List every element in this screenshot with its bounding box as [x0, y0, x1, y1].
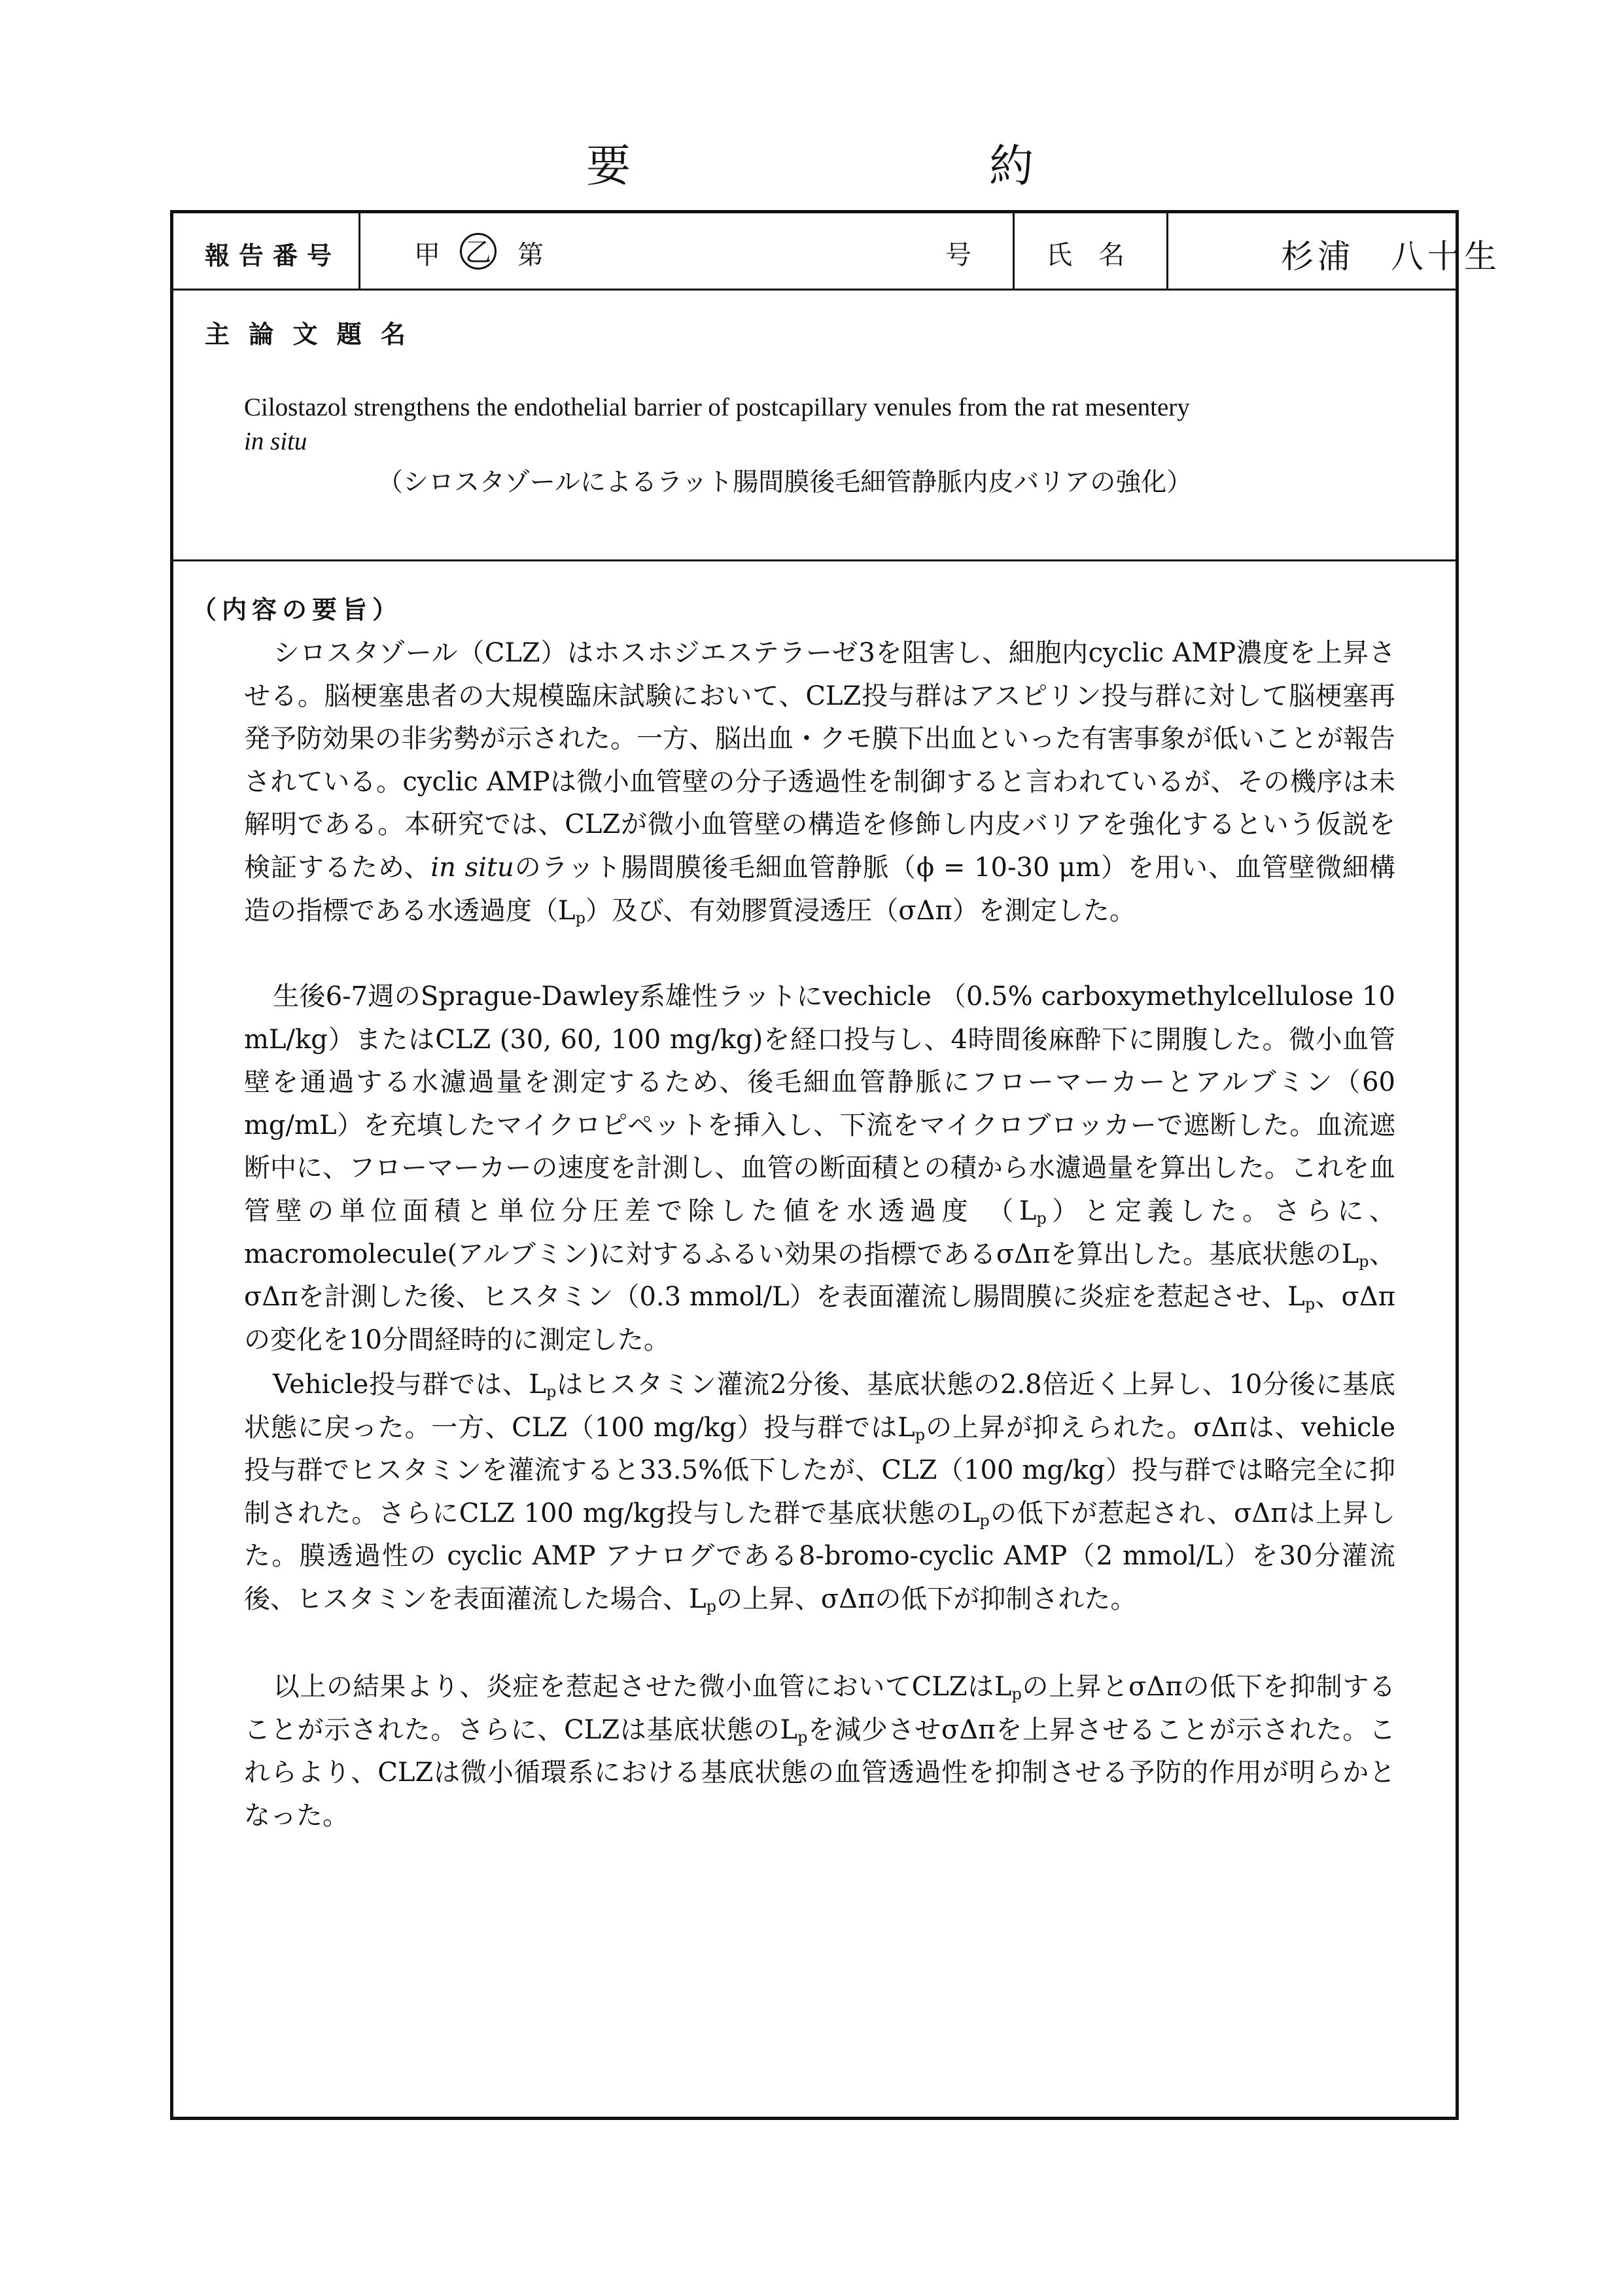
report-dai: 第 [517, 240, 544, 270]
english-title-line2: in situ [244, 427, 307, 455]
name-label: 氏 名 [1046, 240, 1125, 270]
author-name: 杉浦 八十生 [1281, 238, 1501, 275]
report-kou: 甲 [414, 240, 440, 270]
title-section [173, 291, 1456, 561]
report-number-cell [360, 213, 1015, 289]
document-heading [0, 134, 1623, 200]
summary-paragraph-1: シロスタゾール（CLZ）はホスホジエステラーゼ3を阻害し、細胞内cyclic AMP濃度を上昇させる。脳梗塞患者の大規模臨床試験において、CLZ投与群はアスピリン投与群に対して脳梗塞再発予防効果の非劣勢が示された。一方、脳出血・クモ膜下出血といった有害事象が低いことが報告されている。cyclic AMPは微小血管壁の分子透過性を制御すると言われているが、その機序は未解明である。本研究では、CLZが微小血管壁の構造を修飾し内皮バリアを強化するという仮説を検証するため、in situのラット腸間膜後毛細血管静脈（ϕ = 10-30 μm）を用い、血管壁微細構造の指標である水透過度$(L_p)$及び、有効膠質浸透圧（σΔπ）を測定した。 [244, 638, 1395, 927]
summary-label: （内容の要旨） [192, 595, 403, 624]
report-number-label: 報告番号 [205, 241, 341, 270]
header-row [173, 213, 1501, 291]
report-number-label-cell [173, 213, 360, 289]
english-title-line1: Cilostazol strengthens the endothelial barrier of postcapillary venules from the rat mesentery [244, 393, 1190, 421]
summary-paragraph-2: 生後6-7週のSprague-Dawley系雄性ラットにvechicle （0.5% carboxymethylcellulose 10 mL/kg）またはCLZ (30, 60, 100 mg/kg)を経口投与し、4時間後麻酔下に開腹した。微小血管壁を通過する水濾過量を測定するため、後毛細血管静脈にフローマーカーとアルブミン（60 mg/mL）を充填したマイクロピペットを挿入し、下流をマイクロブロッカーで遮断した。血流遮断中に、フローマーカーの速度を計測し、血管の断面積との積から水濾過量を算出した。これを血管壁の単位面積と単位分圧差で除した値を水透過度 $(L_p)$と定義した。さらに、macromolecule(アルブミン)に対するふるい効果の指標であるσΔπを算出した。基底状態の$L_p$、σΔπを計測した後、ヒスタミン（0.3 mmol/L）を表面灌流し腸間膜に炎症を惹起させ、$L_p$、σΔπの変化を10分間経時的に測定した。 [244, 981, 1396, 1355]
heading-char-2: 約 [989, 141, 1034, 192]
name-value-cell [1168, 213, 1501, 289]
name-label-cell [1015, 213, 1168, 289]
japanese-title: （シロスタゾールによるラット腸間膜後毛細管静脈内皮バリアの強化） [377, 468, 1193, 497]
form-frame [170, 210, 1501, 2120]
report-go: 号 [945, 240, 971, 270]
title-section-label: 主 論 文 題 名 [205, 320, 411, 349]
summary-paragraph-3: Vehicle投与群では、$L_p$はヒスタミン灌流2分後、基底状態の2.8倍近く上昇し、10分後に基底状態に戻った。一方、CLZ（100 mg/kg）投与群では$L_p$の上昇が抑えられた。σΔπは、vehicle投与群でヒスタミンを灌流すると33.5%低下したが、CLZ（100 mg/kg）投与群では略完全に抑制された。さらにCLZ 100 mg/kg投与した群で基底状態の$L_p$の低下が惹起され、σΔπは上昇した。膜透過性の cyclic AMP アナログである8-bromo-cyclic AMP（2 mmol/L）を30分灌流後、ヒスタミンを表面灌流した場合、$L_p$の上昇、σΔπの低下が抑制された。 [244, 1369, 1395, 1616]
heading-char-1: 要 [586, 141, 631, 192]
summary-paragraph-4: 以上の結果より、炎症を惹起させた微小血管においてCLZは$L_p$の上昇とσΔπの低下を抑制することが示された。さらに、CLZは基底状態の$L_p$を減少させσΔπを上昇させることが示された。これらより、CLZは微小循環系における基底状態の血管透過性を抑制させる予防的作用が明らかとなった。 [244, 1672, 1395, 1831]
report-otsu-circled: 乙 [460, 233, 497, 270]
